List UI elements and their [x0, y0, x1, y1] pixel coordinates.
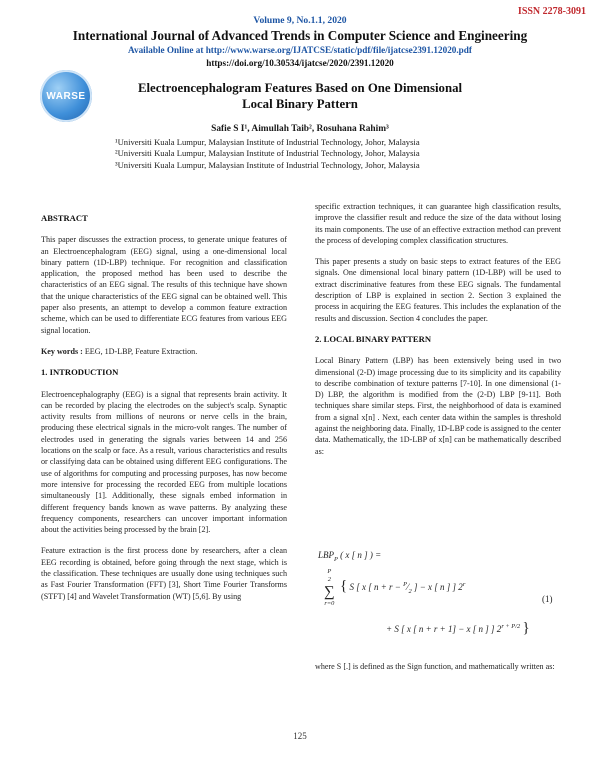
keywords-text: EEG, 1D-LBP, Feature Extraction. — [82, 346, 198, 356]
right-paragraph-2: This paper presents a study on basic steps to extract features of the EEG signals. One dimensional local binary pattern (1D-LBP) will be used to extract discriminative features from these EEG signals. The fundamental description of LBP is explained in section 2. Section 3 explained the process in acquiring the EEG features. This includes the explanation of the results and discussion. Section 4 concludes the paper. — [315, 257, 561, 323]
affiliation-1: ¹Universiti Kuala Lumpur, Malaysian Institute of Industrial Technology, Johor, Malaysia — [115, 137, 420, 147]
lbp-heading: 2. LOCAL BINARY PATTERN — [315, 333, 432, 344]
right-paragraph-1: specific extraction techniques, it can guarantee high classification results, improve the classifier result and reduce the size of the data without losing its main components. The use of an effective extraction method can prevent the process of developing complex classification structures. — [315, 202, 561, 245]
volume-label: Volume 9, No.1.1, 2020 — [253, 15, 347, 26]
journal-title: International Journal of Advanced Trends in Computer Science and Engineering — [72, 28, 528, 43]
affiliation-3: ³Universiti Kuala Lumpur, Malaysian Institute of Industrial Technology, Johor, Malaysia — [115, 159, 420, 170]
keywords-label: Key words : — [41, 346, 83, 356]
doi-link[interactable]: https://doi.org/10.30534/ijatcse/2020/2391.12020 — [206, 58, 394, 68]
affiliations — [115, 137, 515, 171]
keywords — [41, 346, 287, 357]
equation-number: (1) — [542, 594, 553, 604]
equation-1: $LBP_P$ ( x [ n ] ) = P 2 ∑ r=0 { S [ x [ $n + r - ^P⁄_2$ ] − x [ n ] ] $2^r$ + S [ x [ n + r + 1] − x [ n ] ] $2^{r + P/2}$ } (1) — [318, 550, 553, 636]
abstract-heading: ABSTRACT — [41, 213, 88, 223]
after-equation-text: where S [.] is defined as the Sign function, and mathematically written as: — [315, 662, 555, 671]
abstract-text: This paper discusses the extraction process, to generate unique features of an Electroencephalogram (EEG) signal, using a one-dimensional local binary pattern (1D-LBP) technique. For recognition and classification application, the proposed method has been used to describe the characteristics of an EEG signal. The results of this technique have shown that the unique characteristics of the EEG signal can be obtained well. This paper also presents, an attempt to develop a common feature extraction scheme, which can be used to differentiate ECG features from various EEG signal location. — [41, 235, 287, 335]
lbp-paragraph: Local Binary Pattern (LBP) has been extensively being used in two dimensional (2-D) image processing due to its simplicity and its capability to describe combination of texture patterns [7-10]. In one dimensional (1-D) LBP, the algorithm is modified from the (2-D) LBP [9-11]. Both techniques share similar steps. First, the neighborhood of data is examined from a signal x[n] . Next, each center data within the samples is threshold against the neighboring data. Finally, 1D-LBP code is assigned to the center data. Mathematically, the 1D-LBP of x[n] can be mathematically described as: — [315, 356, 561, 456]
paper-title-line2: Local Binary Pattern — [242, 97, 358, 111]
issn-label: ISSN 2278-3091 — [517, 6, 586, 17]
affiliation-2: ²Universiti Kuala Lumpur, Malaysian Institute of Industrial Technology, Johor, Malaysia — [115, 148, 420, 159]
page-number: 125 — [293, 731, 307, 741]
right-column — [315, 201, 561, 457]
warse-logo-text: WARSE — [46, 90, 86, 102]
left-column — [41, 213, 287, 602]
paper-title-line1: Electroencephalogram Features Based on One Dimensional — [137, 81, 463, 95]
intro-paragraph-1: Electroencephalography (EEG) is a signal that represents brain activity. It can be recorded by placing the electrodes on the subject's scalp. Synaptic activity results from millions of neurons or nerve cells in the brain, producing these electrical signals in the micro-volt ranges. The number of electrodes used in generating the signals varies between 14 and 256 locations on the scalp or face. As a result, various characteristics and results or classifying data can be obtained using different EEG configurations. The use of algorithms for computing and processing purposes, has now become more intensive for processing the recorded EEG from multiple locations simultaneously [1]. Additionally, these signals embed information in different frequency bands known as wave patterns. By analyzing these frequency components, researchers can uncover important information about the activities being processed by the brain [2]. — [41, 389, 287, 535]
authors: Safie S I¹, Aimullah Taib², Rosuhana Rahim³ — [211, 124, 389, 134]
introduction-heading: 1. INTRODUCTION — [41, 367, 119, 378]
intro-paragraph-2: Feature extraction is the first process done by researchers, after a clean EEG recording is obtained, before going through the next stage, which is the classification. These techniques are usually done using techniques such as Fast Fourier Transformation (FFT) [3], Short Time Fourier Transforms (STFT) [4] and Wavelet Transformation (WT) [5,6]. By using — [41, 546, 287, 601]
paper-title — [0, 80, 600, 112]
available-online-link[interactable]: Available Online at http://www.warse.org/IJATCSE/static/pdf/file/ijatcse2391.12020.pdf — [128, 45, 472, 55]
